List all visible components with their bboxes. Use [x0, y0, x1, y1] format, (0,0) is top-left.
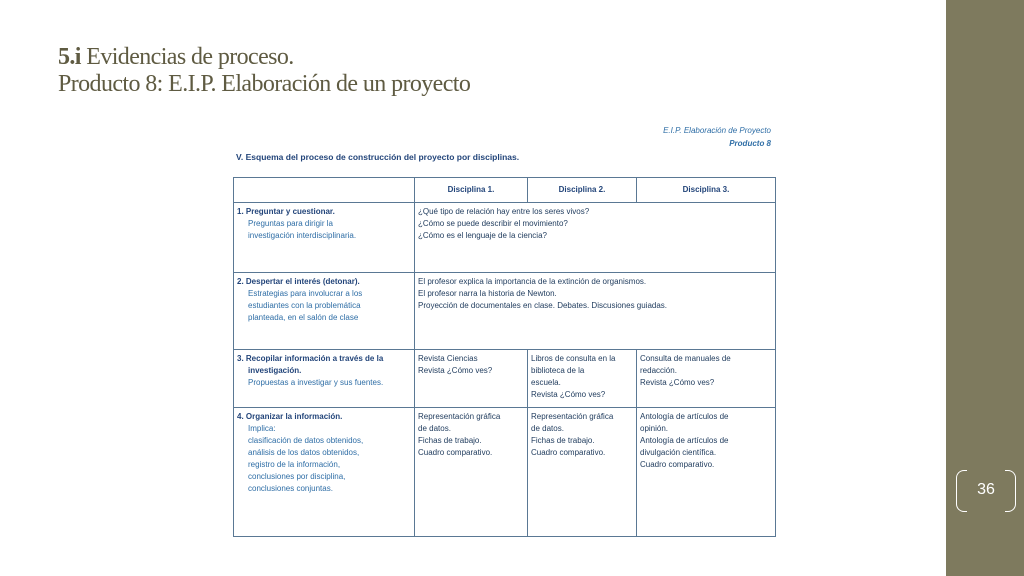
header-cell-empty: [234, 178, 415, 203]
header-disciplina-3: Disciplina 3.: [637, 178, 776, 203]
description-line: Estrategias para involucrar a los: [248, 289, 363, 298]
disciplina-3-cell: [637, 350, 776, 408]
description-line: planteada, en el salón de clase: [248, 313, 359, 322]
table-header-row: [234, 178, 776, 203]
slide-title: [58, 44, 918, 98]
cell-line: redacción.: [640, 366, 677, 375]
cell-line: ¿Cómo es el lenguaje de la ciencia?: [418, 231, 547, 240]
description-line: investigación interdisciplinaria.: [248, 231, 357, 240]
cell-line: Fichas de trabajo.: [531, 436, 595, 445]
document-header-product: Producto 8: [729, 139, 771, 148]
cell-line: Revista Ciencias: [418, 354, 478, 363]
page-number: 36: [977, 481, 995, 498]
slide-title-text: Evidencias de proceso.: [80, 44, 294, 70]
stage-description: [237, 288, 411, 324]
cell-line: Antología de artículos de: [640, 412, 729, 421]
slide-subtitle: Producto 8: E.I.P. Elaboración de un proyecto: [58, 71, 471, 97]
cell-line: ¿Qué tipo de relación hay entre los seres vivos?: [418, 207, 590, 216]
cell-line: de datos.: [531, 424, 564, 433]
table-row: [234, 350, 776, 408]
cell-line: opinión.: [640, 424, 669, 433]
header-disciplina-1: Disciplina 1.: [415, 178, 528, 203]
stage-title-continuation: investigación.: [248, 366, 302, 375]
cell-line: Cuadro comparativo.: [531, 448, 606, 457]
description-line: análisis de los datos obtenidos,: [248, 448, 360, 457]
stage-cell: [234, 408, 415, 537]
slide-title-number: 5.i: [58, 44, 81, 70]
table-row: [234, 273, 776, 350]
cell-line: Representación gráfica: [418, 412, 501, 421]
disciplina-1-cell: [415, 350, 528, 408]
description-line: Implica:: [248, 424, 276, 433]
merged-cell: [415, 203, 776, 273]
cell-line: Revista ¿Cómo ves?: [531, 390, 606, 399]
cell-line: ¿Cómo se puede describir el movimiento?: [418, 219, 568, 228]
cell-line: divulgación científica.: [640, 448, 717, 457]
document-header-title: E.I.P. Elaboración de Proyecto: [663, 126, 771, 135]
stage-cell: [234, 350, 415, 408]
description-line: registro de la información,: [248, 460, 341, 469]
cell-line: Revista ¿Cómo ves?: [640, 378, 715, 387]
stage-cell: [234, 203, 415, 273]
cell-line: Cuadro comparativo.: [640, 460, 715, 469]
stage-title: 2. Despertar el interés (detonar).: [237, 277, 360, 286]
page-number-badge: [956, 470, 1016, 512]
stage-description: [237, 423, 411, 495]
stage-cell: [234, 273, 415, 350]
disciplina-2-cell: [528, 350, 637, 408]
cell-line: escuela.: [531, 378, 561, 387]
disciplina-2-cell: [528, 408, 637, 537]
stage-description: [237, 218, 411, 242]
description-line: Preguntas para dirigir la: [248, 219, 333, 228]
disciplina-1-cell: [415, 408, 528, 537]
description-line: estudiantes con la problemática: [248, 301, 361, 310]
stage-description: [237, 377, 411, 389]
stage-title: 1. Preguntar y cuestionar.: [237, 207, 335, 216]
cell-line: biblioteca de la: [531, 366, 585, 375]
merged-cell: [415, 273, 776, 350]
stage-title: 3. Recopilar información a través de la: [237, 354, 384, 363]
document-header: [663, 124, 771, 150]
description-line: conclusiones conjuntas.: [248, 484, 333, 493]
cell-line: Revista ¿Cómo ves?: [418, 366, 493, 375]
disciplina-3-cell: [637, 408, 776, 537]
cell-line: El profesor narra la historia de Newton.: [418, 289, 557, 298]
cell-line: Proyección de documentales en clase. Debates. Discusiones guiadas.: [418, 301, 668, 310]
cell-line: Libros de consulta en la: [531, 354, 616, 363]
cell-line: de datos.: [418, 424, 451, 433]
stage-title: 4. Organizar la información.: [237, 412, 343, 421]
description-line: clasificación de datos obtenidos,: [248, 436, 364, 445]
description-line: Propuestas a investigar y sus fuentes.: [248, 378, 384, 387]
cell-line: El profesor explica la importancia de la extinción de organismos.: [418, 277, 647, 286]
table-row: [234, 203, 776, 273]
cell-line: Cuadro comparativo.: [418, 448, 493, 457]
table-row: [234, 408, 776, 537]
cell-line: Antología de artículos de: [640, 436, 729, 445]
header-disciplina-2: Disciplina 2.: [528, 178, 637, 203]
cell-line: Fichas de trabajo.: [418, 436, 482, 445]
section-heading: V. Esquema del proceso de construcción del proyecto por disciplinas.: [236, 152, 520, 162]
cell-line: Representación gráfica: [531, 412, 614, 421]
cell-line: Consulta de manuales de: [640, 354, 731, 363]
description-line: conclusiones por disciplina,: [248, 472, 346, 481]
slide-title-line1: [58, 44, 918, 71]
scheme-table: [233, 177, 776, 537]
